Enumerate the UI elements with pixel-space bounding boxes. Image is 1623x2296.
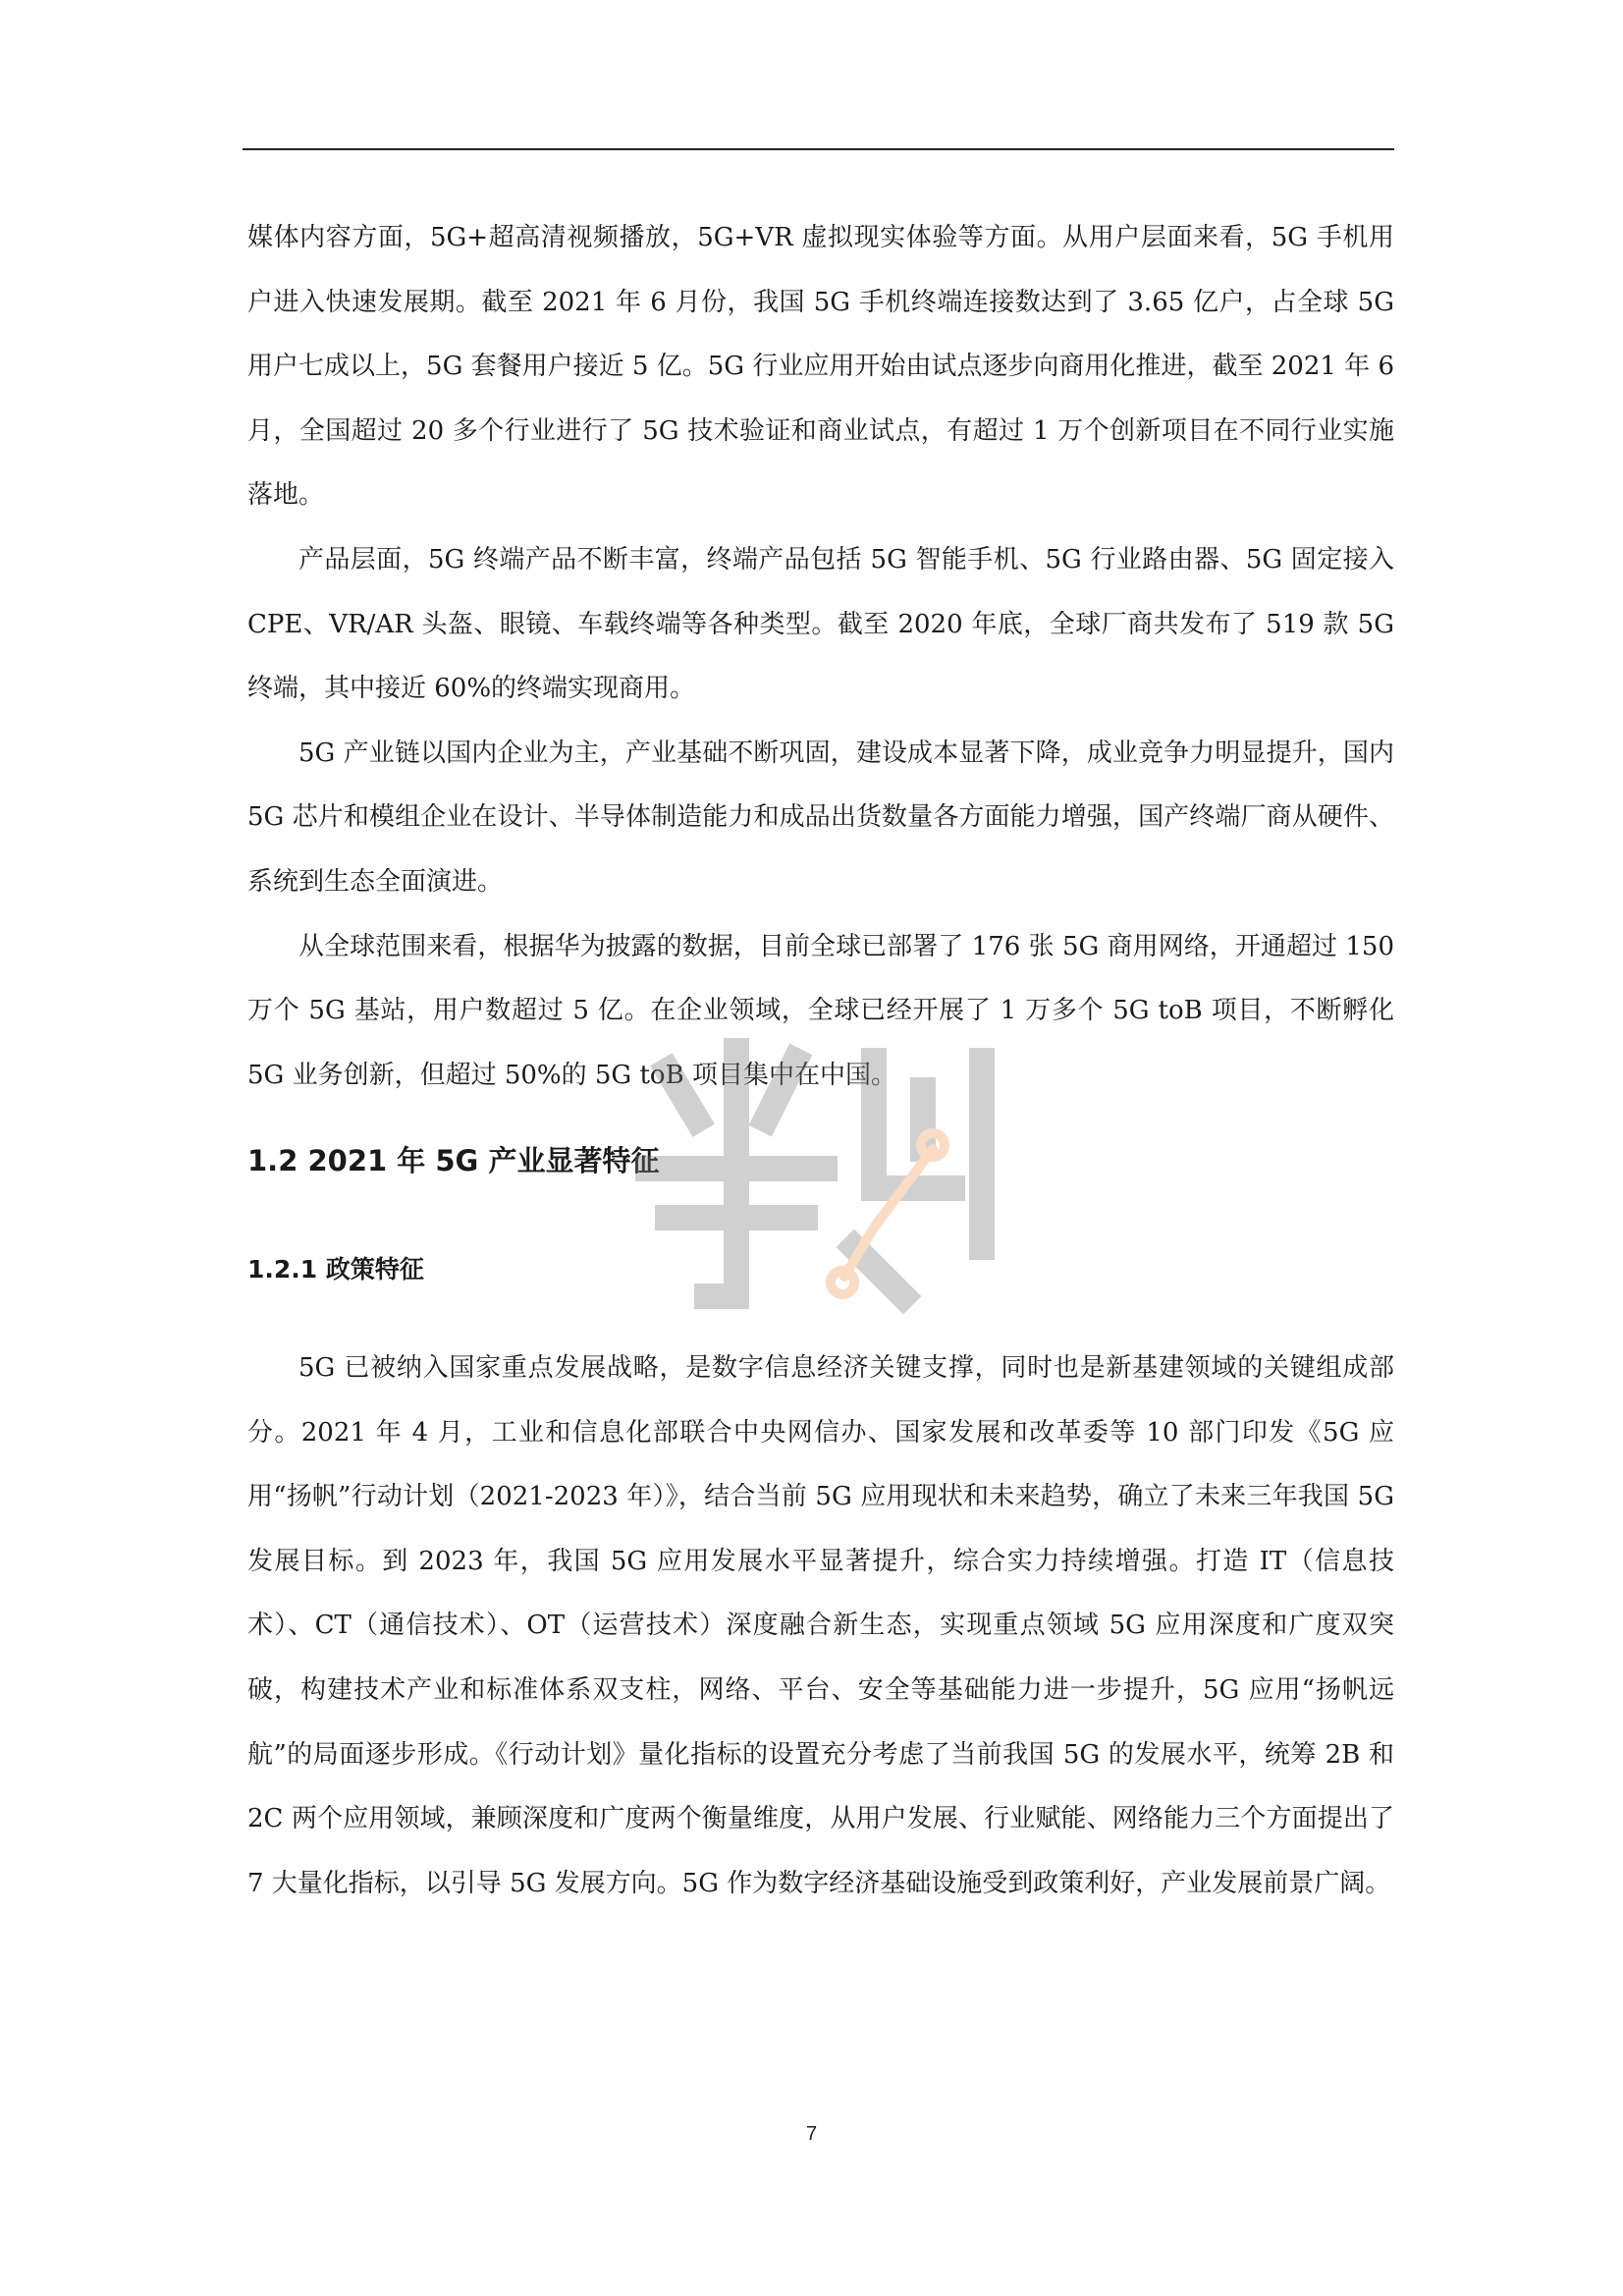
- body-text-bottom: [247, 1337, 1394, 1916]
- page-number: 7: [805, 2123, 818, 2145]
- header-rule: [243, 148, 1394, 150]
- paragraph-3: 5G 产业链以国内企业为主，产业基础不断巩固，建设成本显著下降，成业竞争力明显提升，国内 5G 芯片和模组企业在设计、半导体制造能力和成品出货数量各方面能力增强，国产终端厂商从硬件、系统到生态全面演进。: [247, 738, 1394, 897]
- paragraph-4: 从全球范围来看，根据华为披露的数据，目前全球已部署了 176 张 5G 商用网络，开通超过 150 万个 5G 基站，用户数超过 5 亿。在企业领域，全球已经开展了 1 万多个 5G toB 项目，不断孵化 5G 业务创新，但超过 50%的 5G toB 项目集中在中国。: [247, 931, 1394, 1090]
- paragraph-1: 媒体内容方面，5G+超高清视频播放，5G+VR 虚拟现实体验等方面。从用户层面来看，5G 手机用户进入快速发展期。截至 2021 年 6 月份，我国 5G 手机终端连接数达到了 3.65 亿户，占全球 5G 用户七成以上，5G 套餐用户接近 5 亿。5G 行业应用开始由试点逐步向商用化推进，截至 2021 年 6 月，全国超过 20 多个行业进行了 5G 技术验证和商业试点，有超过 1 万个创新项目在不同行业实施落地。: [247, 223, 1394, 511]
- paragraph-5: 5G 已被纳入国家重点发展战略，是数字信息经济关键支撑，同时也是新基建领域的关键组成部分。2021 年 4 月，工业和信息化部联合中央网信办、国家发展和改革委等 10 部门印发《5G 应用“扬帆”行动计划（2021-2023 年）》，结合当前 5G 应用现状和未来趋势，确立了未来三年我国 5G 发展目标。到 2023 年，我国 5G 应用发展水平显著提升，综合实力持续增强。打造 IT（信息技术）、CT（通信技术）、OT（运营技术）深度融合新生态，实现重点领域 5G 应用深度和广度双突破，构建技术产业和标准体系双支柱，网络、平台、安全等基础能力进一步提升，5G 应用“扬帆远航”的局面逐步形成。《行动计划》量化指标的设置充分考虑了当前我国 5G 的发展水平，统筹 2B 和 2C 两个应用领域，兼顾深度和广度两个衡量维度，从用户发展、行业赋能、网络能力三个方面提出了 7 大量化指标，以引导 5G 发展方向。5G 作为数字经济基础设施受到政策利好，产业发展前景广阔。: [247, 1353, 1394, 1898]
- body-text-top: [247, 206, 1394, 1108]
- subsection-heading: 1.2.1 政策特征: [247, 1255, 424, 1284]
- section-heading: 1.2 2021 年 5G 产业显著特征: [247, 1144, 660, 1177]
- paragraph-2: 产品层面，5G 终端产品不断丰富，终端产品包括 5G 智能手机、5G 行业路由器、5G 固定接入 CPE、VR/AR 头盔、眼镜、车载终端等各种类型。截至 2020 年底，全球厂商共发布了 519 款 5G 终端，其中接近 60%的终端实现商用。: [247, 544, 1394, 704]
